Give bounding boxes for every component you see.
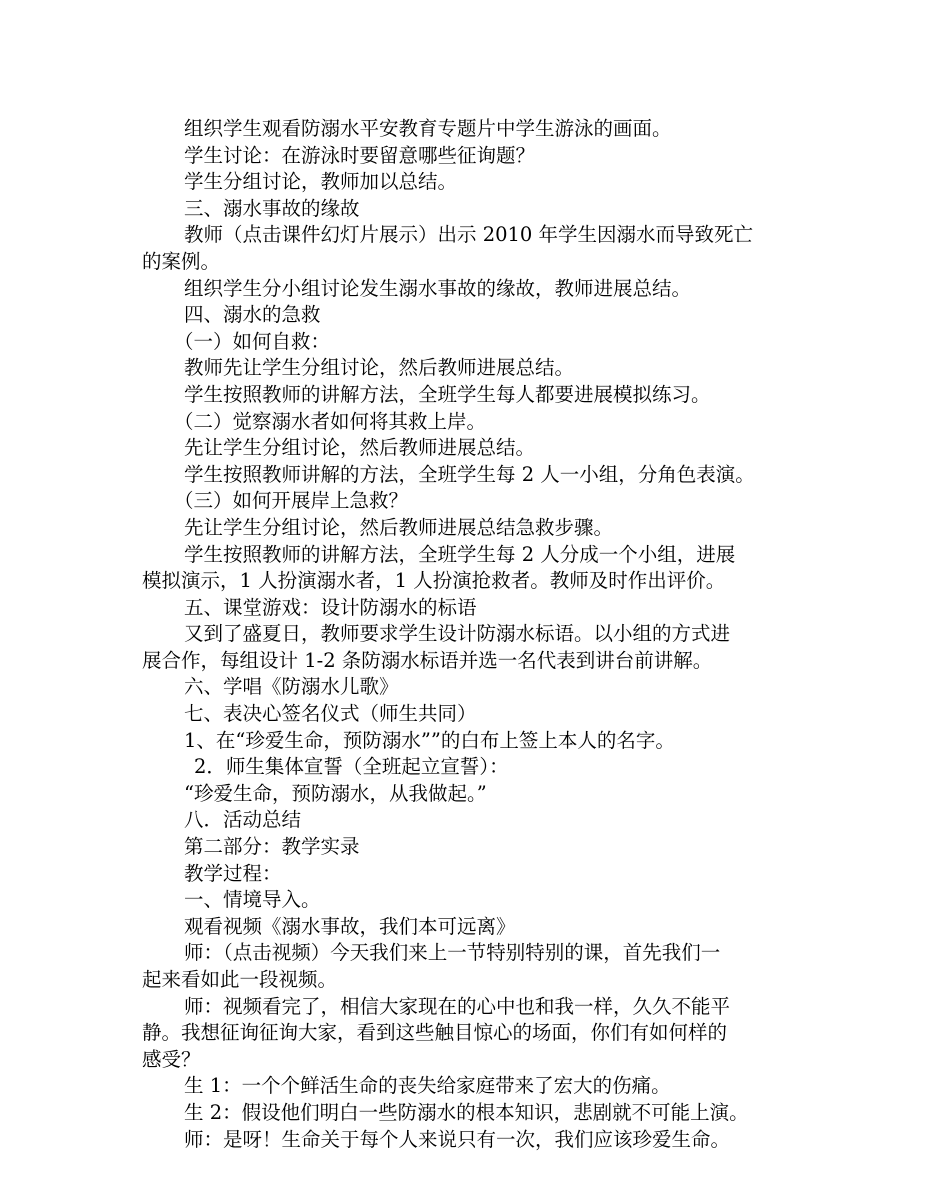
paragraph-line: 生 1：一个个鲜活生命的丧失给家庭带来了宏大的伤痛。 (184, 1074, 671, 1098)
paragraph-line: 一、情境导入。 (184, 888, 321, 912)
paragraph-line: 教师先让学生分组讨论，然后教师进展总结。 (184, 356, 575, 380)
paragraph-line: 三、溺水事故的缘故 (184, 196, 360, 220)
paragraph-line: 的案例。 (142, 249, 221, 273)
paragraph-line: 学生按照教师的讲解方法，全班学生每 2 人分成一个小组，进展 (184, 542, 736, 566)
paragraph-line: 感受？ (142, 1047, 201, 1071)
paragraph-line: 2．师生集体宣誓（全班起立宣誓）： (194, 755, 509, 779)
paragraph-line: （三）如何开展岸上急救？ (174, 489, 409, 513)
paragraph-line: 静。我想征询征询大家，看到这些触目惊心的场面，你们有如何样的 (142, 1021, 728, 1045)
paragraph-line: 学生分组讨论，教师加以总结。 (184, 170, 458, 194)
paragraph-line: “珍爱生命，预防溺水，从我做起。” (184, 781, 487, 805)
paragraph-line: 七、表决心签名仪式（师生共同） (184, 702, 477, 726)
paragraph-line: 生 2：假设他们明白一些防溺水的根本知识，悲剧就不可能上演。 (184, 1100, 749, 1124)
paragraph-line: 第二部分：教学实录 (184, 835, 360, 859)
paragraph-line: 模拟演示，1 人扮演溺水者，1 人扮演抢救者。教师及时作出评价。 (142, 569, 726, 593)
paragraph-line: 五、课堂游戏：设计防溺水的标语 (184, 595, 477, 619)
paragraph-line: （二）觉察溺水者如何将其救上岸。 (174, 409, 487, 433)
paragraph-line: 先让学生分组讨论，然后教师进展总结急救步骤。 (184, 515, 614, 539)
paragraph-line: 学生讨论：在游泳时要留意哪些征询题？ (184, 143, 536, 167)
document-body (142, 116, 812, 1153)
paragraph-line: （一）如何自救： (174, 329, 331, 353)
paragraph-line: 展合作，每组设计 1-2 条防溺水标语并选一名代表到讲台前讲解。 (142, 648, 713, 672)
paragraph-line: 四、溺水的急救 (184, 303, 321, 327)
paragraph-line: 教学过程： (184, 861, 282, 885)
paragraph-line: 师：是呀！生命关于每个人来说只有一次，我们应该珍爱生命。 (184, 1127, 731, 1151)
paragraph-line: 八．活动总结 (184, 808, 302, 832)
paragraph-line: 学生按照教师的讲解方法，全班学生每人都要进展模拟练习。 (184, 382, 711, 406)
paragraph-line: 师：视频看完了，相信大家现在的心中也和我一样，久久不能平 (184, 994, 731, 1018)
paragraph-line: 1、在“珍爱生命，预防溺水””的白布上签上本人的名字。 (184, 728, 675, 752)
paragraph-line: 师：（点击视频）今天我们来上一节特别特别的课，首先我们一 (184, 941, 721, 965)
paragraph-line: 又到了盛夏日，教师要求学生设计防溺水标语。以小组的方式进 (184, 622, 731, 646)
paragraph-line: 六、学唱《防溺水儿歌》 (184, 675, 399, 699)
paragraph-line: 先让学生分组讨论，然后教师进展总结。 (184, 436, 536, 460)
paragraph-line: 组织学生观看防溺水平安教育专题片中学生游泳的画面。 (184, 117, 672, 140)
paragraph-line: 组织学生分小组讨论发生溺水事故的缘故，教师进展总结。 (184, 276, 692, 300)
paragraph-line: 观看视频《溺水事故，我们本可远离》 (184, 914, 516, 938)
paragraph-line: 起来看如此一段视频。 (142, 968, 338, 991)
paragraph-line: 学生按照教师讲解的方法，全班学生每 2 人一小组，分角色表演。 (184, 462, 755, 486)
paragraph-line: 教师（点击课件幻灯片展示）出示 2010 年学生因溺水而导致死亡 (184, 223, 754, 247)
